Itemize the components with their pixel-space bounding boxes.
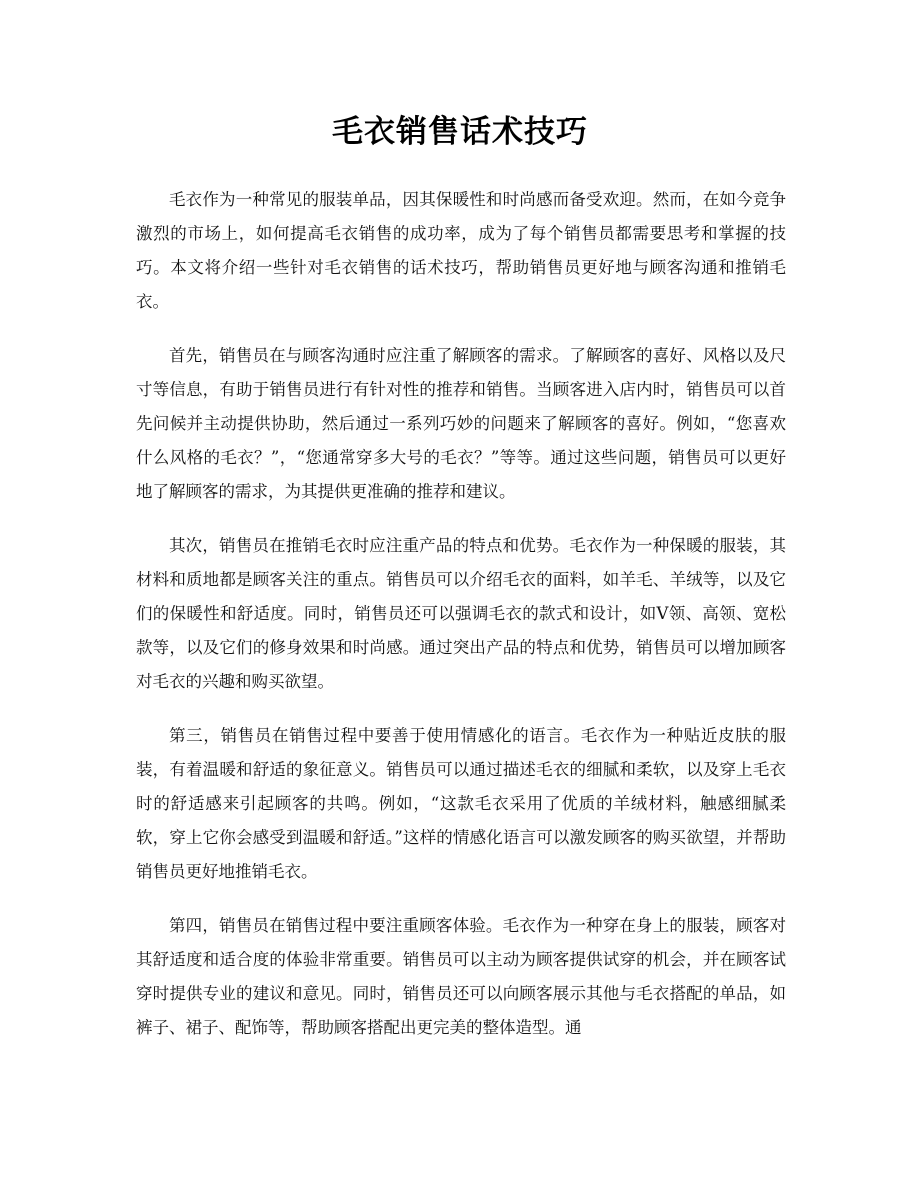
paragraph-third-point: 第三，销售员在销售过程中要善于使用情感化的语言。毛衣作为一种贴近皮肤的服装，有着温暖和舒适的象征意义。销售员可以通过描述毛衣的细腻和柔软，以及穿上毛衣时的舒适感来引起顾客的共鸣。例如，“这款毛衣采用了优质的羊绒材料，触感细腻柔软，穿上它你会感受到温暖和舒适。”这样的情感化语言可以激发顾客的购买欲望，并帮助销售员更好地推销毛衣。 [136, 726, 786, 881]
document-title: 毛衣销售话术技巧 [332, 114, 588, 150]
paragraph-fourth-point: 第四，销售员在销售过程中要注重顾客体验。毛衣作为一种穿在身上的服装，顾客对其舒适度和适合度的体验非常重要。销售员可以主动为顾客提供试穿的机会，并在顾客试穿时提供专业的建议和意见。同时，销售员还可以向顾客展示其他与毛衣搭配的单品，如裤子、裙子、配饰等，帮助顾客搭配出更完美的整体造型。通 [136, 916, 786, 1037]
paragraph-second-point: 其次，销售员在推销毛衣时应注重产品的特点和优势。毛衣作为一种保暖的服装，其材料和质地都是顾客关注的重点。销售员可以介绍毛衣的面料，如羊毛、羊绒等，以及它们的保暖性和舒适度。同时，销售员还可以强调毛衣的款式和设计，如V领、高领、宽松款等，以及它们的修身效果和时尚感。通过突出产品的特点和优势，销售员可以增加顾客对毛衣的兴趣和购买欲望。 [136, 536, 786, 691]
paragraph-intro: 毛衣作为一种常见的服装单品，因其保暖性和时尚感而备受欢迎。然而，在如今竞争激烈的市场上，如何提高毛衣销售的成功率，成为了每个销售员都需要思考和掌握的技巧。本文将介绍一些针对毛衣销售的话术技巧，帮助销售员更好地与顾客沟通和推销毛衣。 [136, 190, 786, 311]
document-body [136, 183, 786, 1045]
paragraph-first-point: 首先，销售员在与顾客沟通时应注重了解顾客的需求。了解顾客的喜好、风格以及尺寸等信息，有助于销售员进行有针对性的推荐和销售。当顾客进入店内时，销售员可以首先问候并主动提供协助，然后通过一系列巧妙的问题来了解顾客的喜好。例如，“您喜欢什么风格的毛衣？”，“您通常穿多大号的毛衣？”等等。通过这些问题，销售员可以更好地了解顾客的需求，为其提供更准确的推荐和建议。 [136, 346, 786, 501]
